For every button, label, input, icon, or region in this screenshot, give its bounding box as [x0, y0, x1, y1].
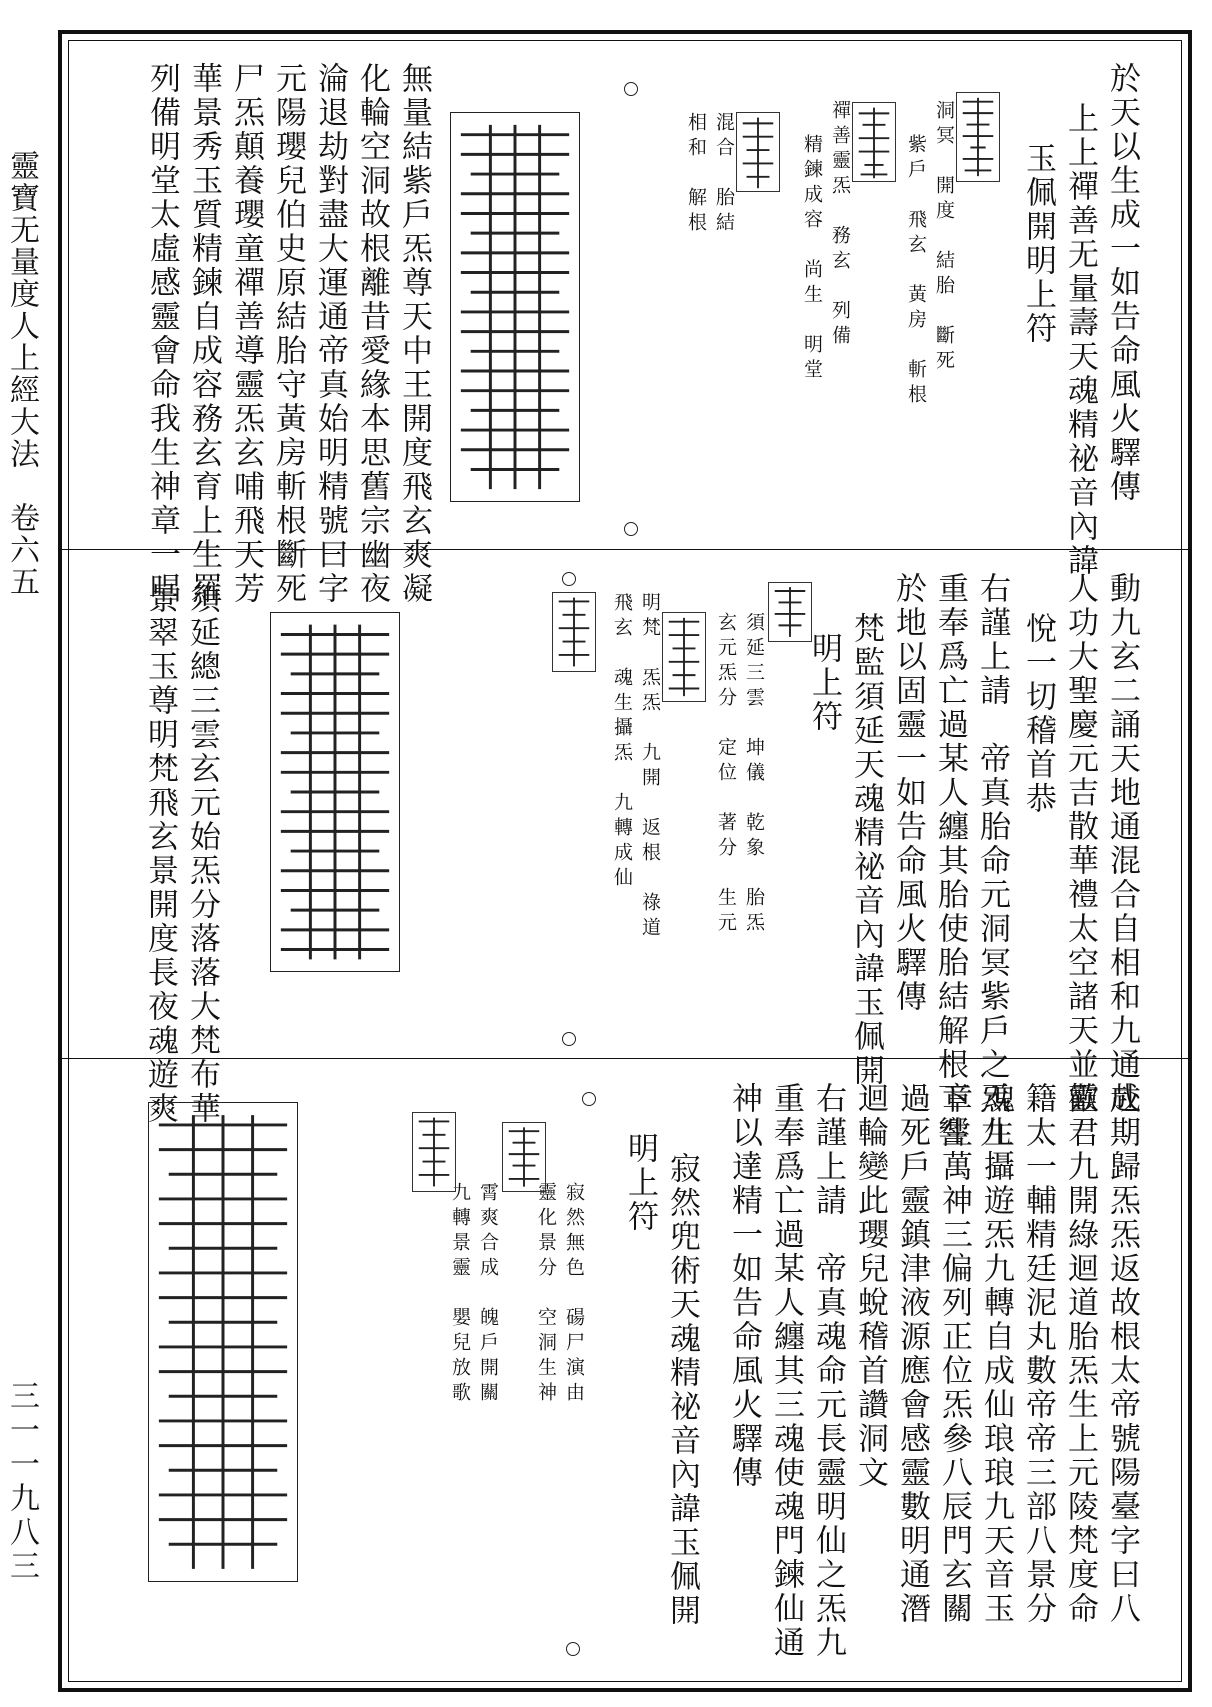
- talisman-glyph: [552, 592, 596, 672]
- text-column: 籍太一輔精廷泥丸數帝帝三部八景分: [1020, 1082, 1056, 1626]
- talisman-glyph: [502, 1122, 546, 1192]
- small-text-column: 紫戶 飛玄 黃房 斬根: [905, 134, 927, 409]
- text-column: 尸炁顛養瓔童禪善導靈炁玄哺飛天芳: [228, 62, 264, 606]
- text-column: 上上禪善无量壽天魂精祕音內諱: [1062, 102, 1098, 578]
- small-text-column: 飛玄 魂生攝炁 九轉成仙: [611, 592, 633, 892]
- text-column: 明上符: [806, 632, 842, 734]
- text-column: 重奉爲亡過某人纏其三魂使魂門鍊仙通: [768, 1082, 804, 1660]
- text-column: 迴輪變此瓔兒蛻稽首讚洞文: [852, 1082, 888, 1490]
- register-bottom: [62, 1062, 1188, 1682]
- text-column: 人功大聖慶元吉散華禮太空諸天並歡: [1062, 572, 1098, 1116]
- register-middle: [62, 552, 1188, 1150]
- small-text-column: 須延三雲 坤儀 乾象 胎炁: [743, 612, 765, 937]
- circle-mark: [624, 82, 638, 96]
- large-talisman: [270, 612, 400, 972]
- talisman-glyph: [956, 92, 1000, 182]
- text-column: 赴期歸炁炁返故根太帝號陽臺字曰八: [1104, 1082, 1140, 1626]
- talisman-glyph: [736, 112, 780, 192]
- text-column: 元陽瓔兒伯史原結胎守黃房斬根斷死: [270, 62, 306, 606]
- small-text-column: 混合 胎結: [713, 112, 735, 237]
- small-text-column: 相和 解根: [685, 112, 707, 237]
- text-column: 列備明堂太虛感靈會命我生神章一唱: [144, 62, 180, 606]
- text-column: 化輪空洞故根離昔愛緣本思舊宗幽夜: [354, 62, 390, 606]
- register-divider: [62, 549, 1188, 550]
- circle-mark: [562, 1032, 576, 1046]
- small-text-column: 明梵 炁炁 九開 返根 祿道: [639, 592, 661, 942]
- circle-mark: [562, 572, 576, 586]
- small-text-column: 寂然無色 碭尸演由: [563, 1182, 585, 1407]
- talisman-glyph: [662, 612, 706, 702]
- text-column: 魂生攝遊炁九轉自成仙琅琅九天音玉: [978, 1082, 1014, 1626]
- text-column: 悅一切稽首恭: [1020, 612, 1056, 816]
- small-text-column: 玄元炁分 定位 著分 生元: [715, 612, 737, 937]
- text-column: 明上符: [622, 1132, 658, 1234]
- text-column: 玉佩開明上符: [1020, 142, 1056, 346]
- small-text-column: 禪善靈炁 務玄 列備: [829, 100, 851, 350]
- text-column: 重奉爲亡過某人纏其胎使胎結解根下響: [932, 572, 968, 1150]
- margin-book-title: 靈寶无量度人上經大法 卷六五: [4, 150, 39, 598]
- large-talisman: [450, 112, 580, 502]
- text-column: 於天以生成一如告命風火驛傳: [1104, 62, 1140, 504]
- text-column: 章生萬神三偏列正位炁參八辰門玄關: [936, 1082, 972, 1626]
- text-column: 右謹上請 帝真胎命元洞冥紫戶之炁九: [974, 572, 1010, 1150]
- text-column: 過死戶靈鎮津液源應會感靈數明通潛: [894, 1082, 930, 1626]
- text-column: 須延總三雲玄元始炁分落落大梵布華: [184, 582, 220, 1126]
- text-column: 右謹上請 帝真魂命元長靈明仙之炁九: [810, 1082, 846, 1660]
- text-column: 梵監須延天魂精祕音內諱玉佩開: [848, 612, 884, 1088]
- text-column: 華景秀玉質精鍊自成容務玄育上生羅: [186, 62, 222, 606]
- talisman-glyph: [768, 582, 812, 642]
- circle-mark: [566, 1642, 580, 1656]
- circle-mark: [624, 522, 638, 536]
- talisman-glyph: [852, 102, 896, 182]
- small-text-column: 九轉景靈 嬰兒放歌: [449, 1182, 471, 1407]
- text-column: 景翠玉尊明梵飛玄景開度長夜魂遊爽: [142, 582, 178, 1126]
- large-talisman: [148, 1102, 298, 1582]
- small-text-column: 洞冥 開度 結胎 斷死: [933, 100, 955, 375]
- text-column: 淪退劫對盡大運通帝真始明精號曰字: [312, 62, 348, 606]
- register-top: [62, 42, 1188, 606]
- text-column: 神以達精一如告命風火驛傳: [726, 1082, 762, 1490]
- page-frame: [58, 30, 1192, 1692]
- small-text-column: 精鍊成容 尚生 明堂: [801, 134, 823, 384]
- small-text-column: 靈化景分 空洞生神: [535, 1182, 557, 1407]
- circle-mark: [582, 1092, 596, 1106]
- text-column: 無量結紫戶炁尊天中王開度飛玄爽凝: [396, 62, 432, 606]
- talisman-glyph: [412, 1112, 456, 1192]
- text-column: 靈君九開綠迴道胎炁生上元陵梵度命: [1062, 1082, 1098, 1626]
- register-divider: [62, 1058, 1188, 1059]
- text-column: 寂然兜術天魂精祕音內諱玉佩開: [664, 1152, 700, 1628]
- text-column: 於地以固靈一如告命風火驛傳: [890, 572, 926, 1014]
- text-column: 動九玄二誦天地通混合自相和九通成: [1104, 572, 1140, 1116]
- margin-page-number: 三一一九八三: [4, 1380, 39, 1584]
- small-text-column: 霄爽合成 魄戶開關: [477, 1182, 499, 1407]
